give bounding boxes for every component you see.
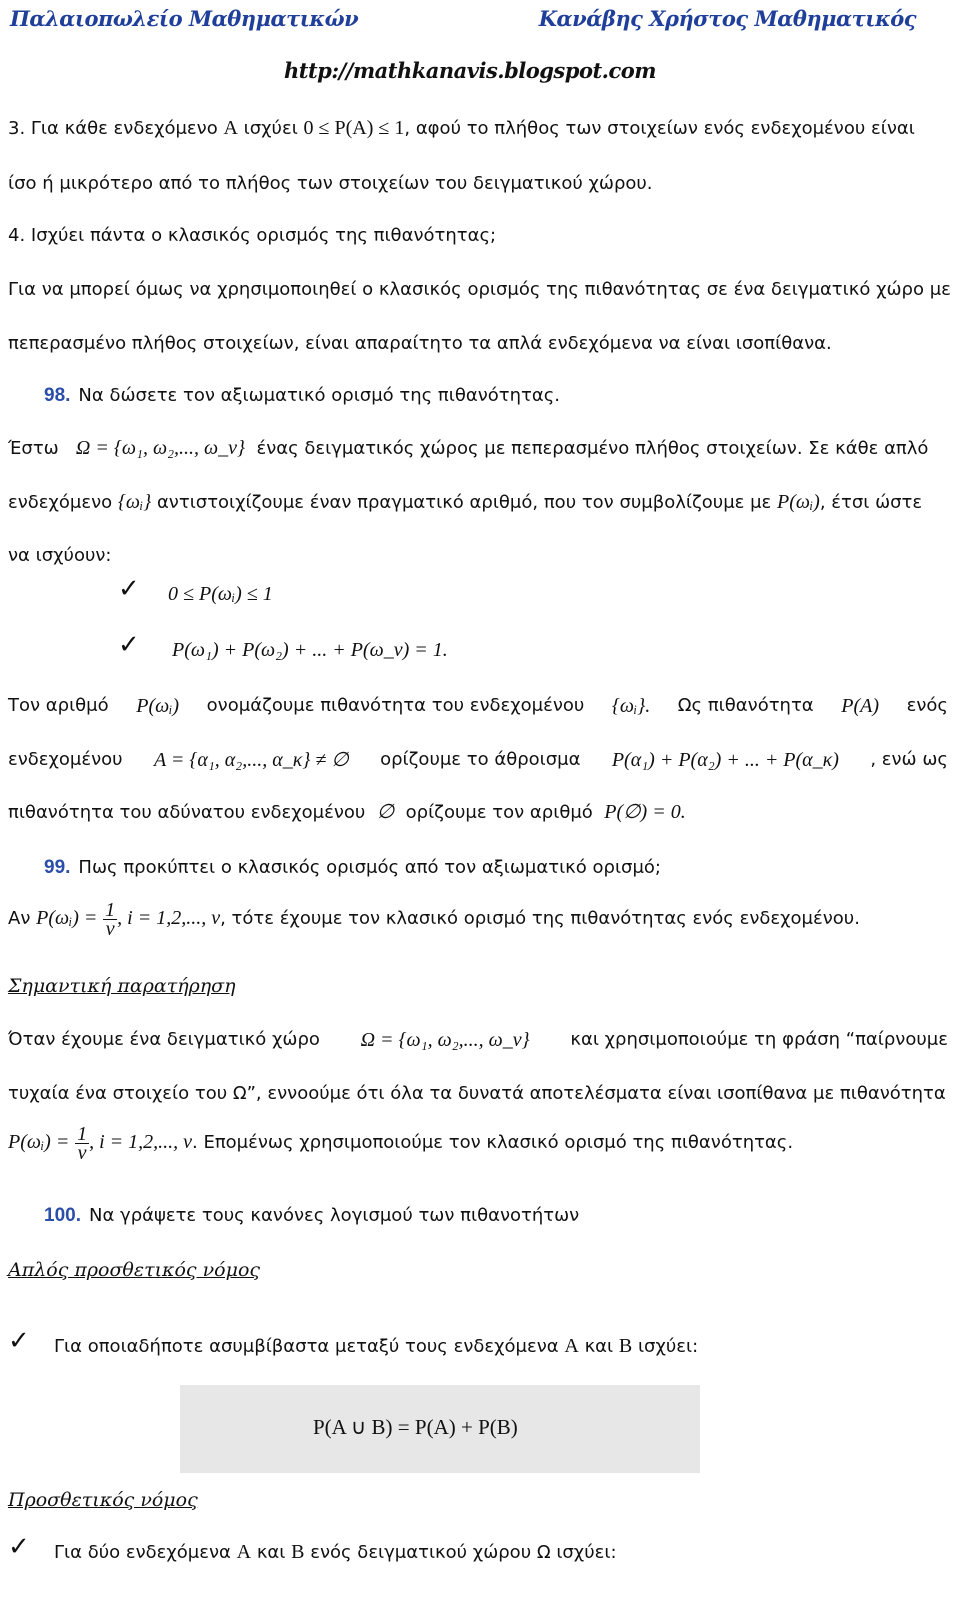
item4-line3: πεπερασμένο πλήθος στοιχείων, είναι απαραίτητο τα απλά ενδεχόμενα να είναι ισοπίθανα.: [8, 333, 832, 354]
q98-l4-d: ενός: [906, 695, 948, 716]
q99-l1-m2: , i = 1,2,..., ν: [117, 907, 221, 929]
simple-add-text-c: ισχύει:: [637, 1336, 699, 1357]
simple-add-formula: P(A ∪ B) = P(A) + P(B): [313, 1415, 518, 1439]
q98-l5-a: ενδεχομένου: [8, 749, 123, 770]
add-law-title: Προσθετικός νόμος: [8, 1489, 198, 1511]
remark-l1-b: και χρησιμοποιούμε τη φράση “παίρνουμε: [570, 1029, 948, 1050]
q99-heading: [44, 856, 661, 880]
check-icon: ✓: [8, 1532, 30, 1562]
remark-l1-m: Ω = {ω₁, ω₂,..., ω_ν}: [360, 1029, 530, 1051]
q98-number: 98.: [44, 385, 71, 406]
remark-line2: τυχαία ένα στοιχείο του Ω”, εννοούμε ότι όλα τα δυνατά αποτελέσματα είναι ισοπίθανα με πιθανότητα: [8, 1083, 946, 1104]
q99-fraction: [103, 898, 117, 940]
remark-l3-m2: , i = 1,2,..., ν: [89, 1131, 192, 1153]
check-icon: ✓: [118, 630, 140, 660]
q98-l2-a: ενδεχόμενο: [8, 492, 113, 513]
q98-line1: [8, 436, 928, 461]
add-law-m1: A: [236, 1541, 252, 1563]
q98-l5-m1: A = {α₁, α₂,..., α_κ} ≠ ∅: [153, 749, 349, 771]
q98-l4-c: Ως πιθανότητα: [677, 695, 814, 716]
remark-fraction: [75, 1122, 89, 1164]
add-law-text-b: και: [256, 1542, 286, 1563]
q98-condition-2: P(ω₁) + P(ω₂) + ... + P(ω_ν) = 1.: [172, 639, 448, 661]
remark-title: Σημαντική παρατήρηση: [8, 975, 236, 997]
q98-l1-a: Έστω: [8, 438, 59, 459]
q98-l2-m2: P(ωᵢ): [777, 491, 820, 513]
q98-l4-a: Τον αριθμό: [8, 695, 109, 716]
q99-frac-num: 1: [105, 898, 116, 921]
q98-l2-b: αντιστοιχίζουμε έναν πραγματικό αριθμό, που τον συμβολίζουμε με: [156, 492, 772, 513]
q98-l1-b: ένας δειγματικός χώρος με πεπερασμένο πλήθος στοιχείων. Σε κάθε απλό: [256, 438, 929, 459]
q99-line1: [8, 898, 860, 939]
q99-l1-b: , τότε έχουμε τον κλασικό ορισμό της πιθανότητας ενός ενδεχομένου.: [220, 908, 860, 929]
q98-l6-m1: ∅: [376, 801, 395, 823]
q98-l4-m1: P(ωᵢ): [136, 695, 180, 717]
q98-l6-b: ορίζουμε τον αριθμό: [405, 802, 593, 823]
item3-text-a: 3. Για κάθε ενδεχόμενο: [8, 118, 218, 139]
q99-frac-den: ν: [105, 917, 115, 940]
simple-add-text-a: Για οποιαδήποτε ασυμβίβαστα μεταξύ τους ενδεχόμενα: [54, 1336, 559, 1357]
q100-heading: [44, 1204, 579, 1228]
remark-frac-den: ν: [77, 1141, 87, 1164]
q100-number: 100.: [44, 1205, 81, 1226]
q99-number: 99.: [44, 857, 71, 878]
add-law-m2: B: [291, 1541, 305, 1563]
item3-line2: ίσο ή μικρότερο από το πλήθος των στοιχείων του δειγματικού χώρου.: [8, 173, 653, 194]
q100-question: Να γράψετε τους κανόνες λογισμού των πιθανοτήτων: [88, 1205, 580, 1226]
header-url[interactable]: http://mathkanavis.blogspot.com: [284, 58, 656, 83]
q98-line3: να ισχύουν:: [8, 545, 112, 566]
q98-heading: [44, 384, 560, 408]
check-icon: ✓: [8, 1326, 30, 1356]
remark-l3-m1: P(ωᵢ) =: [8, 1131, 70, 1153]
q99-l1-a: Αν: [8, 908, 31, 929]
q98-l6-m2: P(∅) = 0.: [604, 801, 686, 823]
remark-l3-b: . Επομένως χρησιμοποιούμε τον κλασικό ορισμό της πιθανότητας.: [192, 1132, 794, 1153]
item3-inequality: 0 ≤ P(A) ≤ 1: [303, 117, 405, 139]
q98-l5-b: ορίζουμε το άθροισμα: [380, 749, 581, 770]
q98-l4-m3: P(A): [841, 695, 880, 717]
q98-l4-b: ονομάζουμε πιθανότητα του ενδεχομένου: [206, 695, 585, 716]
item4-line1: 4. Ισχύει πάντα ο κλασικός ορισμός της πιθανότητας;: [8, 225, 497, 246]
q98-l5-c: , ενώ ως: [870, 749, 948, 770]
q98-condition-1: 0 ≤ P(ωᵢ) ≤ 1: [168, 583, 273, 605]
q98-question: Να δώσετε τον αξιωματικό ορισμό της πιθανότητας.: [78, 385, 561, 406]
q98-omega-set: Ω = {ω₁, ω₂,..., ω_ν}: [75, 437, 246, 459]
q98-l4-m2: {ωᵢ}.: [611, 695, 651, 717]
remark-l1-a: Όταν έχουμε ένα δειγματικό χώρο: [8, 1029, 320, 1050]
q98-l5-m2: P(α₁) + P(α₂) + ... + P(α_κ): [611, 749, 839, 771]
q99-question: Πως προκύπτει ο κλασικός ορισμός από τον αξιωματικό ορισμό;: [78, 857, 661, 878]
item3-line1: [8, 116, 915, 141]
q98-line5: [8, 748, 948, 772]
q99-l1-m1: P(ωᵢ) =: [36, 907, 98, 929]
add-law-statement: [54, 1540, 617, 1565]
simple-add-text-b: και: [584, 1336, 614, 1357]
q98-line6: [8, 800, 686, 825]
item3-math-a: A: [223, 117, 238, 139]
remark-frac-num: 1: [77, 1122, 88, 1145]
remark-line1: [8, 1028, 948, 1052]
item4-line2: Για να μπορεί όμως να χρησιμοποιηθεί ο κλασικός ορισμός της πιθανότητας σε ένα δειγματικό χώρο με: [8, 279, 951, 300]
q98-line4: [8, 694, 948, 718]
item3-text-c: , αφού το πλήθος των στοιχείων ενός ενδεχομένου είναι: [404, 118, 915, 139]
header-right: Κανάβης Χρήστος Μαθηματικός: [538, 6, 916, 31]
add-law-text-c: ενός δειγματικού χώρου Ω ισχύει:: [310, 1542, 617, 1563]
q98-line2: [8, 490, 922, 515]
simple-add-title: Απλός προσθετικός νόμος: [8, 1259, 261, 1281]
item3-text-b: ισχύει: [243, 118, 298, 139]
q98-l6-a: πιθανότητα του αδύνατου ενδεχομένου: [8, 802, 366, 823]
header-left: Παλαιοπωλείο Μαθηματικών: [10, 6, 359, 31]
simple-add-m2: B: [618, 1335, 633, 1357]
q98-l2-c: , έτσι ώστε: [819, 492, 923, 513]
q98-l2-m1: {ωᵢ}: [117, 491, 152, 513]
add-law-text-a: Για δύο ενδεχόμενα: [54, 1542, 231, 1563]
remark-line3: [8, 1122, 793, 1163]
check-icon: ✓: [118, 574, 140, 604]
simple-add-m1: A: [564, 1335, 579, 1357]
simple-add-statement: [54, 1334, 698, 1359]
